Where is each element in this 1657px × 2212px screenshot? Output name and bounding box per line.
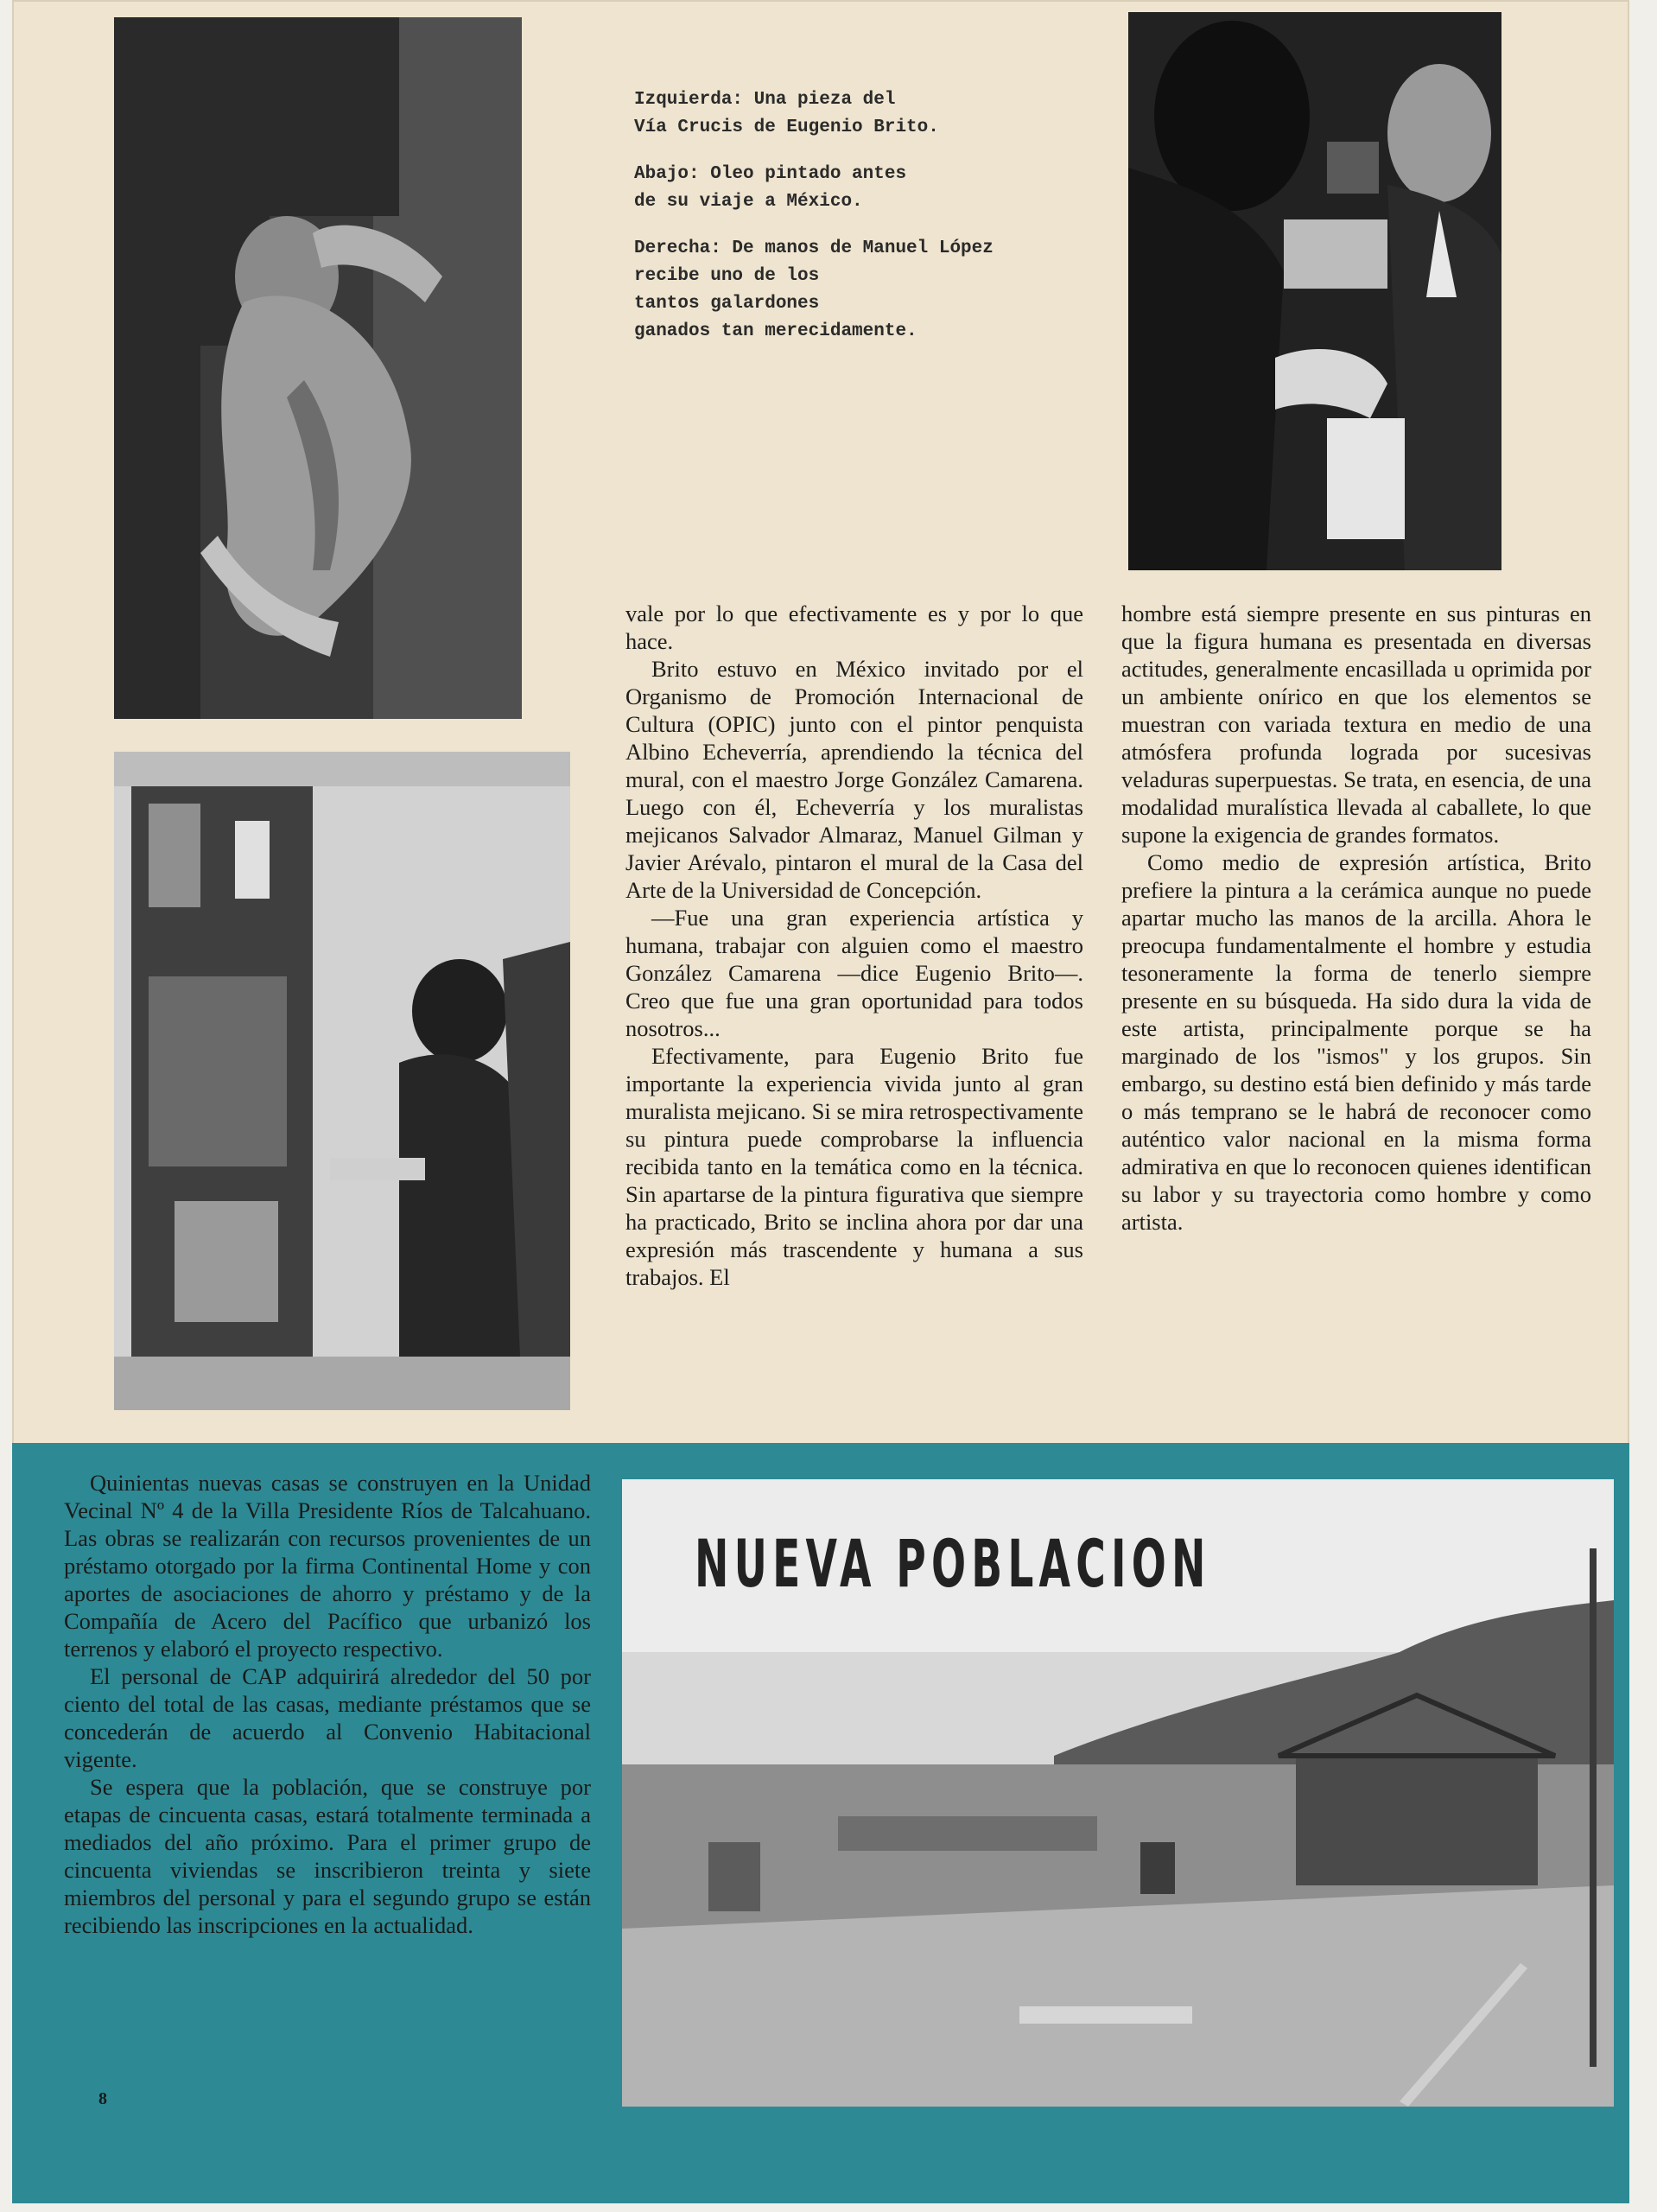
caption-below: Abajo: Oleo pintado antes de su viaje a México. [634, 164, 907, 212]
paragraph: vale por lo que efectivamente es y por lo que hace. [625, 601, 1083, 654]
paragraph: Se espera que la población, que se construye por etapas de cincuenta casas, estará totalmente terminada a mediados del año próximo. Para el primer grupo de cincuenta viviendas se inscribieron treinta y siete miembros del personal y para el segundo grupo se están recibiendo las inscripciones en la actualidad. [64, 1774, 591, 1938]
caption-right: Derecha: De manos de Manuel López recibe uno de los tantos galardones ganados tan merecidamente. [634, 238, 994, 341]
caption-left: Izquierda: Una pieza del Vía Crucis de Eugenio Brito. [634, 90, 939, 137]
page-number: 8 [98, 2089, 107, 2108]
award-ceremony-photo [1128, 12, 1501, 570]
via-crucis-photo [114, 17, 522, 719]
band-article [64, 1469, 591, 1939]
article-column-middle [625, 600, 1083, 1291]
paragraph: hombre está siempre presente en sus pinturas en que la figura humana es presentada en diversas actitudes, generalmente encasillada u oprimida por un ambiente onírico en que los elementos se muestran con variada textura en medio de una atmósfera profunda lograda por sucesivas veladuras superpuestas. Se trata, en esencia, de una modalidad muralística llevada al caballete, lo que supone la exigencia de grandes formatos. [1121, 601, 1591, 848]
photo-captions [634, 86, 1083, 365]
paragraph: Como medio de expresión artística, Brito prefiere la pintura a la cerámica aunque no puede apartar mucho las manos de la arcilla. Ahora le preocupa fundamentalmente el hombre y estudia tesoneramente la forma de tenerlo siempre presente en su búsqueda. Ha sido dura la vida de este artista, principalmente porque se ha marginado de los "ismos" y los grupos. Sin embargo, su destino está bien definido y más tarde o más temprano se le habrá de reconocer como auténtico valor nacional en la misma forma admirativa en que lo reconocen quienes identifican su labor y su trayectoria como hombre y como artista. [1121, 849, 1591, 1235]
paragraph: Brito estuvo en México invitado por el Organismo de Promoción Internacional de Cultura (OPIC) junto con el pintor penquista Albino Echeverría, aprendiendo la técnica del mural, con el maestro Jorge González Camarena. Luego con él, Echeverría y los muralistas mejicanos Salvador Almaraz, Manuel Gilman y Javier Arévalo, pintaron el mural de la Casa del Arte de la Universidad de Concepción. [625, 656, 1083, 903]
paragraph: —Fue una gran experiencia artística y humana, trabajar con alguien como el maestro González Camarena —dice Eugenio Brito—. Creo que fue una gran oportunidad para todos nosotros... [625, 905, 1083, 1041]
nueva-poblacion-headline: NUEVA POBLACION [695, 1525, 1211, 1602]
paragraph: El personal de CAP adquirirá alrededor del 50 por ciento del total de las casas, mediante préstamos que se concederán de acuerdo al Convenio Habitacional vigente. [64, 1663, 591, 1772]
painting-exhibit-photo [114, 752, 570, 1410]
article-column-right [1121, 600, 1591, 1236]
paragraph: Efectivamente, para Eugenio Brito fue importante la experiencia vivida junto al gran muralista mejicano. Si se mira retrospectivamente su pintura puede comprobarse la influencia recibida tanto en la temática como en la técnica. Sin apartarse de la pintura figurativa que siempre ha practicado, Brito se inclina ahora por dar una expresión más trascendente y humana a sus trabajos. El [625, 1043, 1083, 1290]
magazine-page [12, 0, 1629, 2203]
paragraph: Quinientas nuevas casas se construyen en la Unidad Vecinal Nº 4 de la Villa Presidente Ríos de Talcahuano. Las obras se realizarán con recursos provenientes de un préstamo otorgado por la firma Continental Home y con aportes de asociaciones de ahorro y préstamo y de la Compañía de Acero del Pacífico que urbanizó los terrenos y elaboró el proyecto respectivo. [64, 1470, 591, 1662]
